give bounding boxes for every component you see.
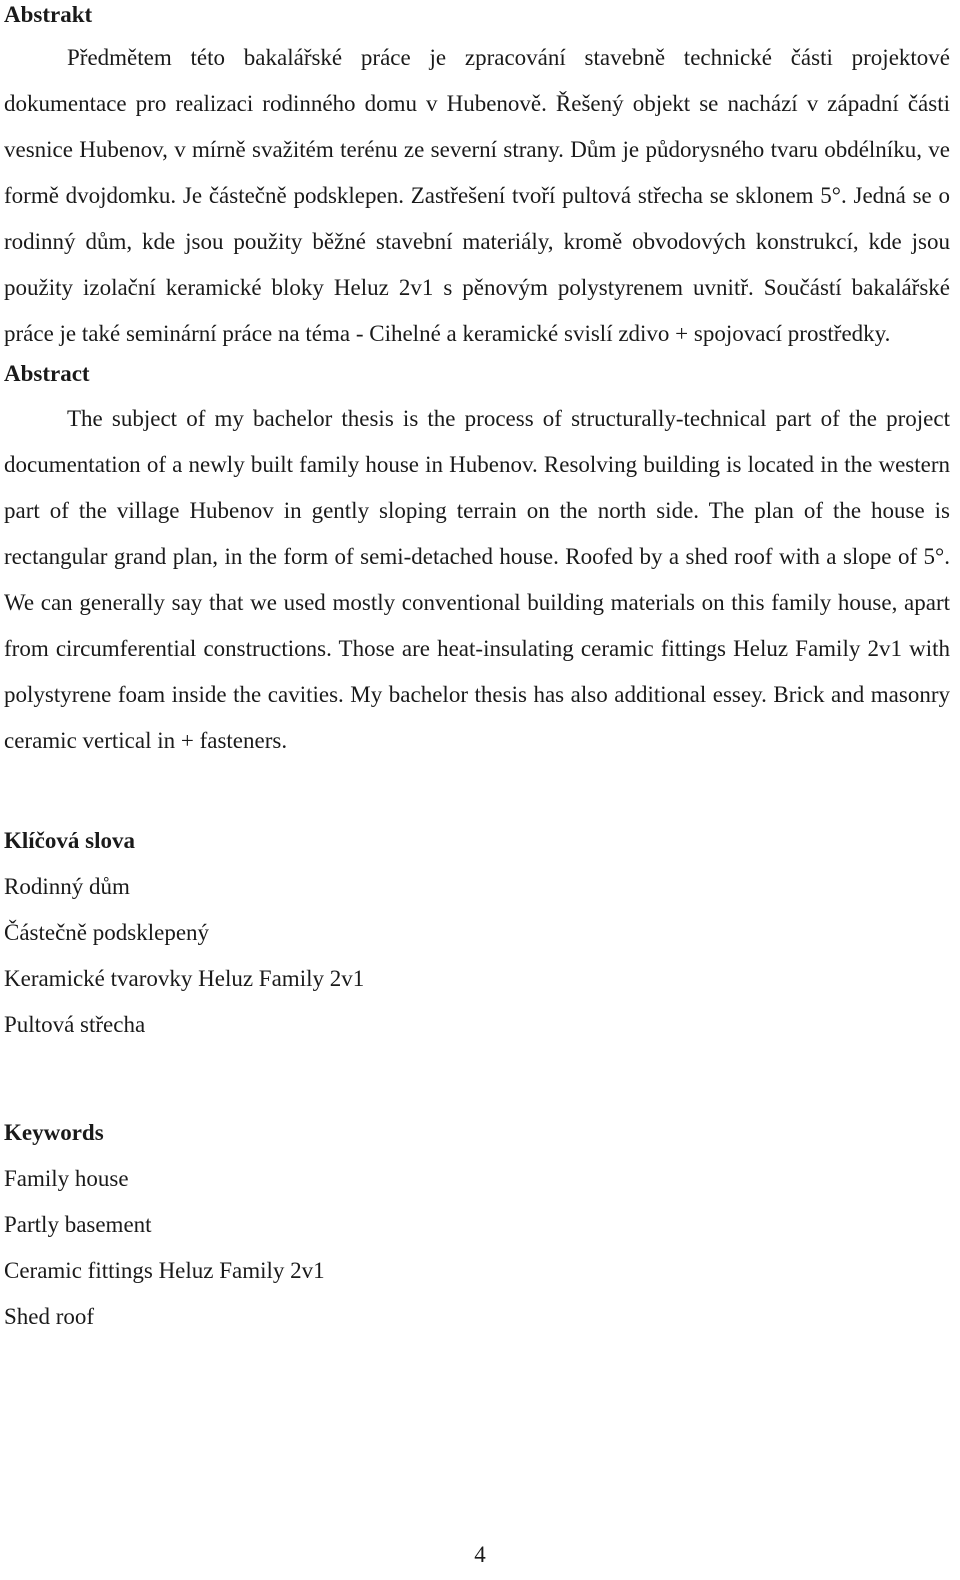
list-item: Shed roof bbox=[4, 1304, 95, 1329]
keywords-en-heading: Keywords bbox=[4, 1120, 104, 1145]
document-page bbox=[4, 0, 950, 1340]
list-item: Partly basement bbox=[4, 1212, 152, 1237]
abstrakt-paragraph: Předmětem této bakalářské práce je zpracování stavebně technické části projektové dokumentace pro realizaci rodinného domu v Hubenově. Řešený objekt se nachází v západní části vesnice Hubenov, v mírně svažitém terénu ze severní strany. Dům je půdorysného tvaru obdélníku, ve formě dvojdomku. Je částečně podsklepen. Zastřešení tvoří pultová střecha se sklonem 5°. Jedná se o rodinný dům, kde jsou použity běžné stavební materiály, kromě obvodových konstrukcí, kde jsou použity izolační keramické bloky Heluz 2v1 s pěnovým polystyrenem uvnitř. Součástí bakalářské práce je také seminární práce na téma - Cihelné a keramické svislí zdivo + spojovací prostředky. bbox=[4, 45, 950, 346]
keywords-en-section bbox=[4, 1110, 950, 1340]
list-item: Rodinný dům bbox=[4, 874, 130, 899]
list-item: Pultová střecha bbox=[4, 1012, 146, 1037]
abstract-paragraph: The subject of my bachelor thesis is the process of structurally-technical part of the project documentation of a newly built family house in Hubenov. Resolving building is located in the western part of the village Hubenov in gently sloping terrain on the north side. The plan of the house is rectangular grand plan, in the form of semi-detached house. Roofed by a shed roof with a slope of 5°. We can generally say that we used mostly conventional building materials on this family house, apart from circumferential constructions. Those are heat-insulating ceramic fittings Heluz Family 2v1 with polystyrene foam inside the cavities. My bachelor thesis has also additional essey. Brick and masonry ceramic vertical in + fasteners. bbox=[4, 406, 950, 753]
list-item: Keramické tvarovky Heluz Family 2v1 bbox=[4, 966, 365, 991]
page-number: 4 bbox=[474, 1542, 486, 1567]
keywords-cz-heading: Klíčová slova bbox=[4, 828, 135, 853]
abstrakt-heading: Abstrakt bbox=[4, 2, 93, 27]
abstract-heading: Abstract bbox=[4, 361, 90, 386]
keywords-cz-section bbox=[4, 818, 950, 1048]
list-item: Ceramic fittings Heluz Family 2v1 bbox=[4, 1258, 325, 1283]
keywords-en-list bbox=[4, 1156, 950, 1340]
keywords-cz-list bbox=[4, 864, 950, 1048]
list-item: Family house bbox=[4, 1166, 129, 1191]
list-item: Částečně podsklepený bbox=[4, 920, 210, 945]
